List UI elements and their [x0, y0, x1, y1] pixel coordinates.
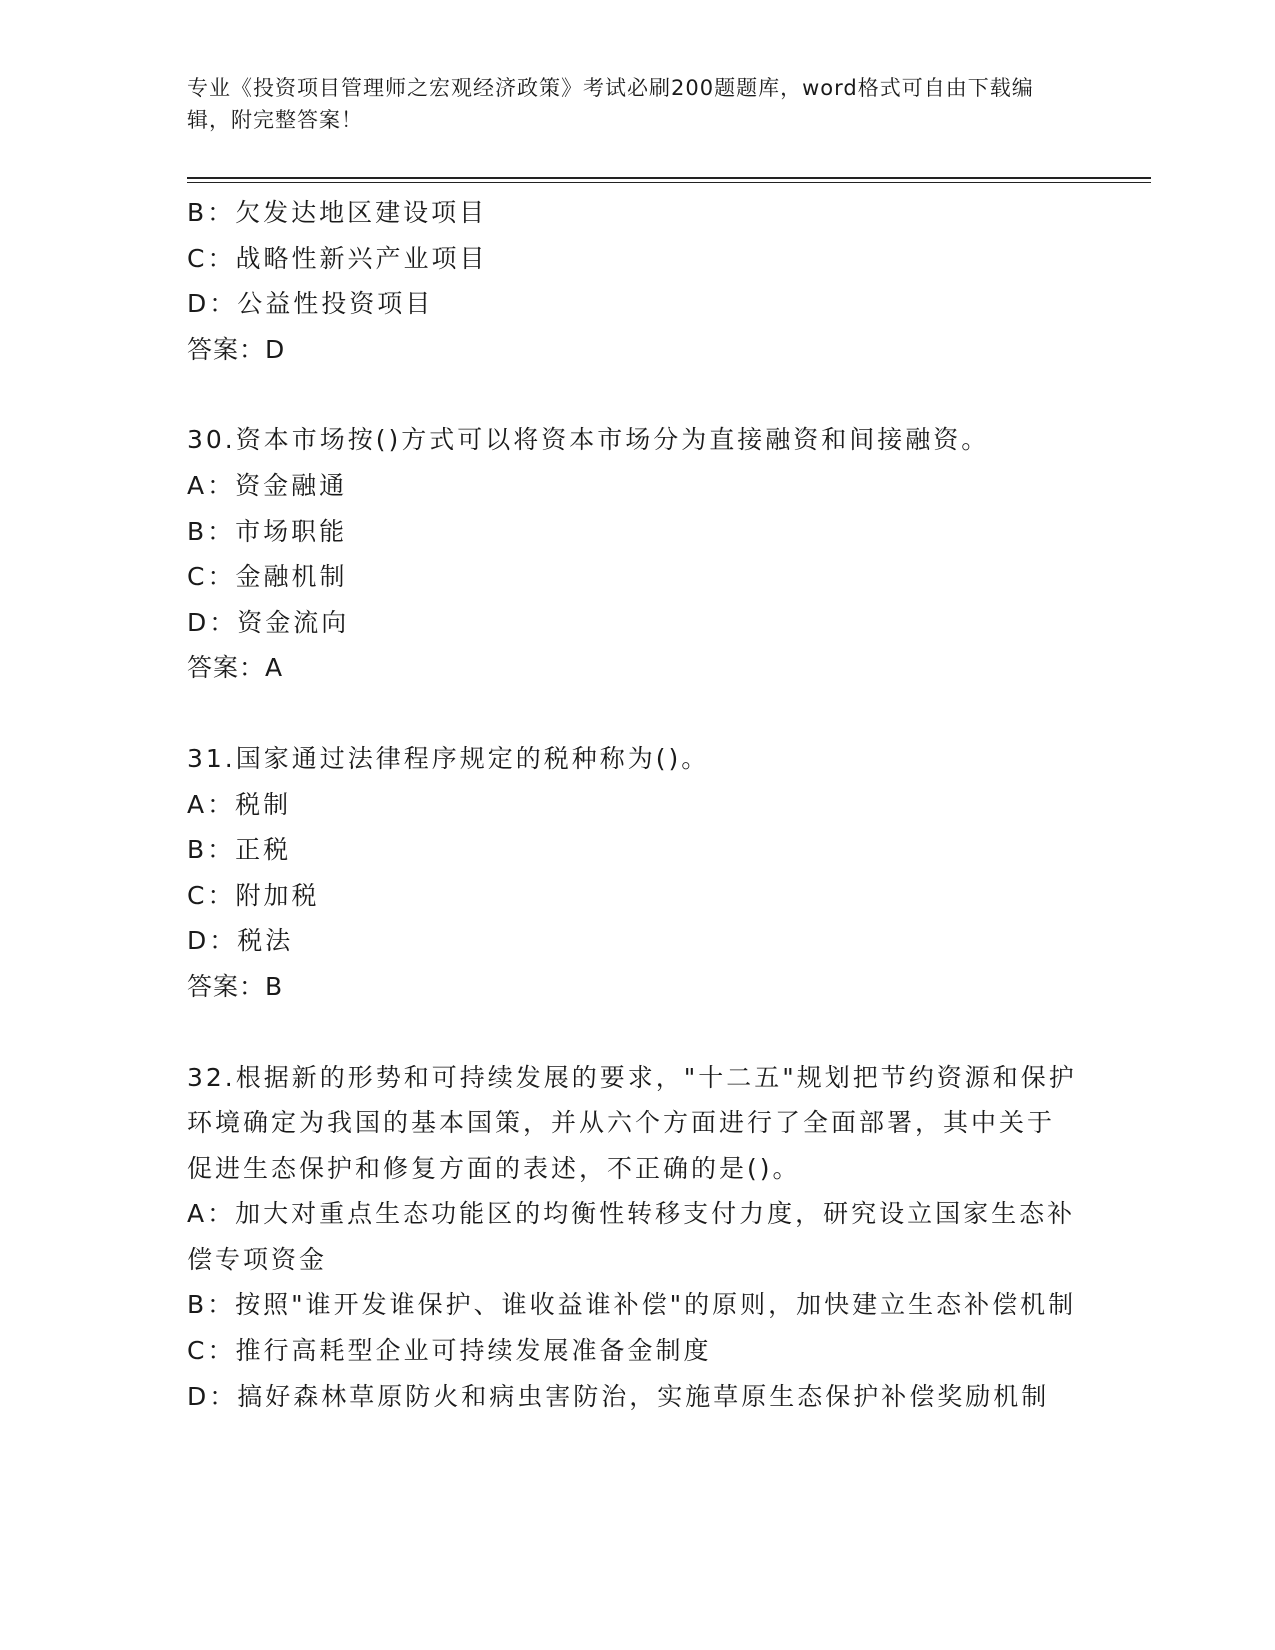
- question-block: [187, 417, 1077, 691]
- question-block: [187, 190, 1077, 372]
- option-b: B：按照"谁开发谁保护、谁收益谁补偿"的原则，加快建立生态补偿机制: [187, 1290, 1077, 1320]
- option-d: D：搞好森林草原防火和病虫害防治，实施草原生态保护补偿奖励机制: [187, 1381, 1050, 1411]
- option-c: C：战略性新兴产业项目: [187, 243, 488, 273]
- option-c: C：金融机制: [187, 562, 348, 592]
- answer-line: 答案：A: [187, 653, 284, 683]
- option-a: A：资金融通: [187, 470, 348, 500]
- answer-line: 答案：B: [187, 971, 284, 1001]
- option-c: C：推行高耗型企业可持续发展准备金制度: [187, 1336, 712, 1366]
- answer-line: 答案：D: [187, 334, 286, 364]
- header-divider-thick: [187, 177, 1151, 179]
- option-a: A：税制: [187, 789, 292, 819]
- option-b: B：欠发达地区建设项目: [187, 198, 488, 227]
- option-d: D：公益性投资项目: [187, 289, 434, 319]
- question-block: [187, 1055, 1077, 1420]
- option-b: B：正税: [187, 835, 292, 865]
- option-c: C：附加税: [187, 880, 320, 910]
- header-divider-thin: [187, 182, 1151, 183]
- question-text: 30.资本市场按()方式可以将资本市场分为直接融资和间接融资。: [187, 425, 990, 455]
- question-text: 32.根据新的形势和可持续发展的要求，"十二五"规划把节约资源和保护环境确定为我国的基本国策，并从六个方面进行了全面部署，其中关于促进生态保护和修复方面的表述，不正确的是()。: [187, 1062, 1077, 1183]
- option-d: D：税法: [187, 926, 294, 956]
- option-a: A：加大对重点生态功能区的均衡性转移支付力度，研究设立国家生态补偿专项资金: [187, 1199, 1076, 1274]
- question-text: 31.国家通过法律程序规定的税种称为()。: [187, 743, 710, 773]
- option-d: D：资金流向: [187, 607, 350, 637]
- document-header: 专业《投资项目管理师之宏观经济政策》考试必刷200题题库，word格式可自由下载编辑，附完整答案！: [187, 76, 1034, 132]
- question-block: [187, 736, 1077, 1010]
- question-list: [187, 190, 1077, 1419]
- option-b: B：市场职能: [187, 516, 348, 546]
